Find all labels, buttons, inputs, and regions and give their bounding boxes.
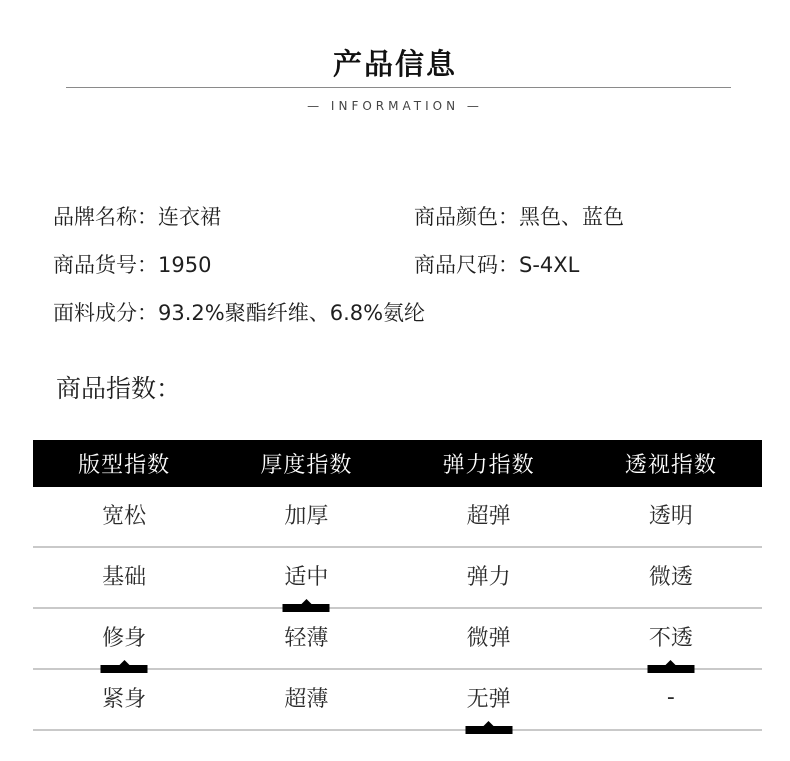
table-row — [33, 548, 762, 609]
table-row — [33, 670, 762, 731]
cell-text: 适中 — [284, 565, 329, 590]
cell-text: 微透 — [648, 565, 693, 590]
table-cell — [398, 609, 580, 668]
page-title: 产品信息 — [332, 47, 457, 81]
cell-text: 加厚 — [284, 504, 329, 529]
cell-text: 修身 — [102, 626, 147, 651]
column-header-thickness: 厚度指数 — [260, 453, 353, 478]
info-item-number: 商品货号：1950 — [53, 253, 212, 277]
table-cell — [398, 548, 580, 607]
table-cell — [33, 609, 215, 668]
table-cell — [33, 670, 215, 729]
column-header-sheerness: 透视指数 — [624, 453, 717, 478]
info-fabric: 面料成分：93.2%聚酯纤维、6.8%氨纶 — [53, 301, 426, 325]
table-cell — [215, 670, 397, 729]
cell-text: 宽松 — [102, 504, 147, 529]
page-subtitle: — INFORMATION — — [307, 99, 483, 113]
table-cell — [580, 670, 762, 729]
table-cell — [398, 670, 580, 729]
cell-text: 超薄 — [284, 687, 329, 712]
table-cell — [580, 487, 762, 546]
table-row — [33, 609, 762, 670]
column-header-fit: 版型指数 — [78, 453, 171, 478]
table-row — [33, 487, 762, 548]
title-divider — [66, 87, 731, 88]
cell-text: 弹力 — [466, 565, 511, 590]
cell-text: - — [666, 685, 675, 710]
index-table — [33, 440, 762, 731]
selection-marker-elasticity — [465, 726, 512, 734]
index-table-header — [33, 440, 762, 487]
cell-text: 不透 — [648, 626, 693, 651]
cell-text: 轻薄 — [284, 626, 329, 651]
table-cell — [398, 487, 580, 546]
table-cell — [580, 609, 762, 668]
table-cell — [580, 548, 762, 607]
cell-text: 微弹 — [466, 626, 511, 651]
cell-text: 透明 — [648, 504, 693, 529]
column-header-elasticity: 弹力指数 — [442, 453, 535, 478]
info-brand: 品牌名称：连衣裙 — [53, 205, 221, 229]
cell-text: 超弹 — [466, 504, 511, 529]
table-cell — [215, 609, 397, 668]
index-heading: 商品指数： — [56, 374, 182, 403]
table-cell — [33, 487, 215, 546]
info-color: 商品颜色：黑色、蓝色 — [414, 205, 624, 229]
cell-text: 紧身 — [102, 687, 147, 712]
cell-text: 基础 — [102, 565, 147, 590]
table-cell — [215, 548, 397, 607]
table-cell — [33, 548, 215, 607]
cell-text: 无弹 — [466, 687, 511, 712]
table-cell — [215, 487, 397, 546]
info-size: 商品尺码：S-4XL — [414, 253, 580, 277]
